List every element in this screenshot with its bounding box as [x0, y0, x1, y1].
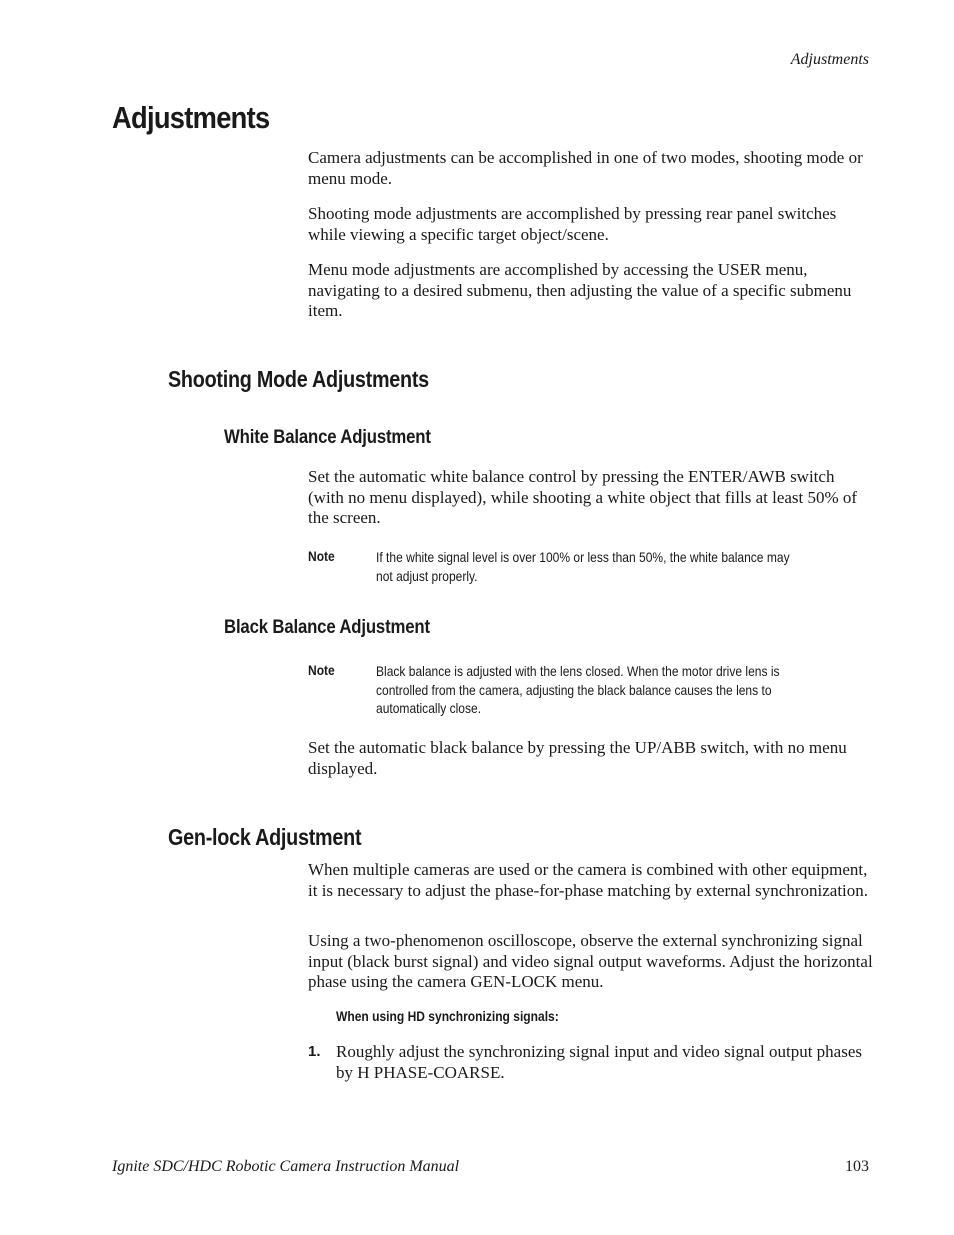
shooting-mode-heading: Shooting Mode Adjustments — [168, 366, 429, 392]
note-line: automatically close. — [376, 700, 482, 716]
black-balance-body: Set the automatic black balance by pressing the UP/ABB switch, with no menu displayed. — [308, 738, 847, 778]
white-balance-note-label: Note — [308, 548, 335, 564]
footer-manual-title: Ignite SDC/HDC Robotic Camera Instruction Manual — [112, 1158, 460, 1175]
genlock-paragraph-2: Using a two-phenomenon oscilloscope, observe the external synchronizing signal input (black burst signal) and video signal output waveforms. Adjust the horizontal phase using the camera GEN-LOCK menu. — [308, 931, 873, 991]
white-balance-heading: White Balance Adjustment — [224, 426, 431, 448]
genlock-paragraph-1: When multiple cameras are used or the camera is combined with other equipment, it is necessary to adjust the phase-for-phase matching by external synchronization. — [308, 860, 869, 900]
note-line: controlled from the camera, adjusting the black balance causes the lens to — [376, 681, 772, 698]
black-balance-note-label: Note — [308, 662, 335, 678]
note-line: Black balance is adjusted with the lens closed. When the motor drive lens is — [376, 663, 780, 679]
black-balance-heading: Black Balance Adjustment — [224, 616, 430, 638]
note-line: If the white signal level is over 100% or less than 50%, the white balance may — [376, 549, 790, 565]
note-line: not adjust properly. — [376, 567, 478, 584]
intro-paragraph-3: Menu mode adjustments are accomplished by accessing the USER menu, navigating to a desired submenu, then adjusting the value of a specific submenu item. — [308, 260, 852, 320]
intro-paragraph-1: Camera adjustments can be accomplished in one of two modes, shooting mode or menu mode. — [308, 148, 863, 188]
step-text: Roughly adjust the synchronizing signal input and video signal output phases by H PHASE-COARSE. — [336, 1042, 862, 1082]
white-balance-note-text — [376, 548, 858, 585]
black-balance-note-text — [376, 662, 858, 718]
running-header: Adjustments — [790, 51, 869, 68]
page-title: Adjustments — [112, 100, 270, 135]
footer-page-number: 103 — [845, 1158, 869, 1175]
white-balance-body: Set the automatic white balance control by pressing the ENTER/AWB switch (with no menu displayed), while shooting a white object that fills at least 50% of the screen. — [308, 467, 858, 527]
genlock-heading: Gen-lock Adjustment — [168, 824, 362, 850]
hd-sync-sublabel: When using HD synchronizing signals: — [336, 1008, 559, 1024]
step-number: 1. — [308, 1043, 321, 1060]
intro-paragraph-2: Shooting mode adjustments are accomplished by pressing rear panel switches while viewing a specific target object/scene. — [308, 204, 837, 244]
